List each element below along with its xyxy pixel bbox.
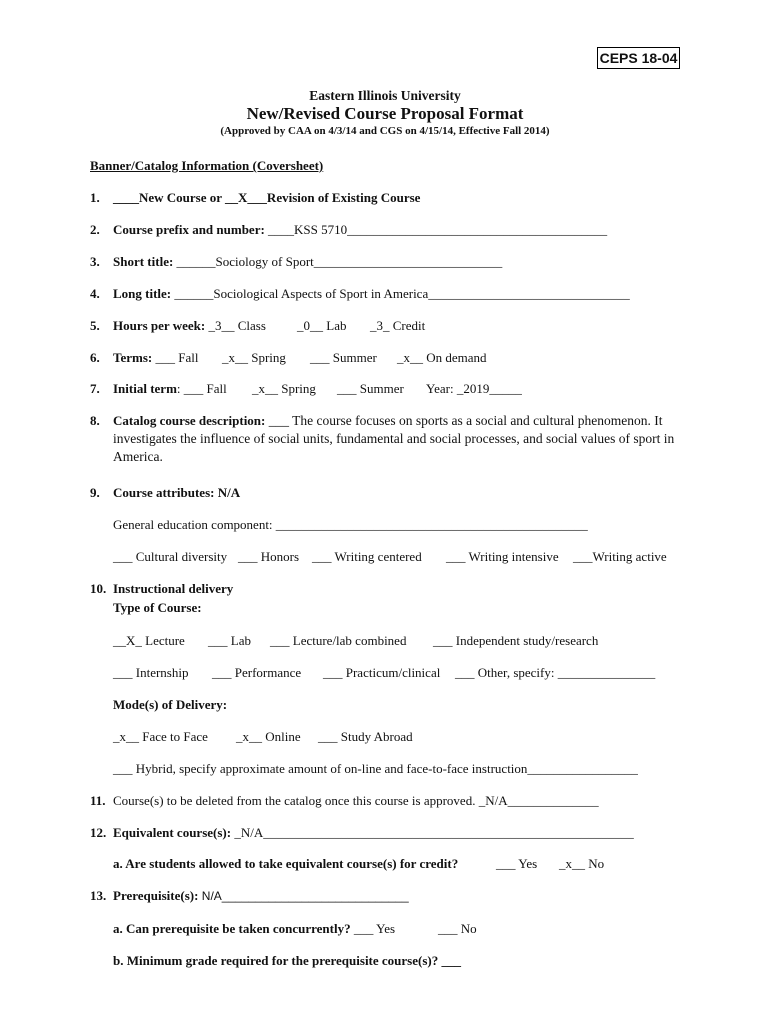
attr-honors: ___ Honors xyxy=(238,549,300,564)
gen-ed-line: General education component: ________________________________________________ xyxy=(113,517,588,532)
prereq-concurrent-no: ___ No xyxy=(438,921,477,936)
approval-note: (Approved by CAA on 4/3/14 and CGS on 4/15/14, Effective Fall 2014) xyxy=(220,125,550,137)
type-lecture: __X_ Lecture xyxy=(113,633,185,648)
course-type-line: ____New Course or __X___Revision of Existing Course xyxy=(113,190,421,205)
type-internship: ___ Internship xyxy=(113,665,189,680)
hours-credit: _3_ Credit xyxy=(370,318,426,333)
equivalent-courses-line xyxy=(113,825,634,841)
prereq-min-grade-line xyxy=(113,953,461,969)
mode-study-abroad: ___ Study Abroad xyxy=(318,729,413,744)
type-practicum: ___ Practicum/clinical xyxy=(323,665,441,680)
section-heading: Banner/Catalog Information (Coversheet) xyxy=(90,158,324,173)
type-lab: ___ Lab xyxy=(208,633,251,648)
item-number: 10. xyxy=(90,581,107,596)
course-prefix-value: ____KSS 5710________________________________________ xyxy=(264,222,608,237)
type-lecture-lab: ___ Lecture/lab combined xyxy=(270,633,407,648)
prereq-min-grade-value: ___ xyxy=(438,953,461,968)
term-summer: ___ Summer xyxy=(310,350,377,365)
hours-line xyxy=(113,318,266,334)
type-performance: ___ Performance xyxy=(212,665,302,680)
item-number: 13. xyxy=(90,888,107,903)
equivalent-credit-no: _x__ No xyxy=(559,856,605,871)
prerequisites-line xyxy=(113,888,409,904)
item-number: 9. xyxy=(90,485,100,500)
term-on-demand: _x__ On demand xyxy=(397,350,487,365)
course-prefix-line xyxy=(113,222,607,238)
attr-cultural: ___ Cultural diversity xyxy=(113,549,228,564)
mode-of-delivery-label: Mode(s) of Delivery: xyxy=(113,697,228,712)
long-title-value: ______Sociological Aspects of Sport in America_______________________________ xyxy=(171,286,630,301)
item-number: 2. xyxy=(90,222,100,237)
field-label: Terms: xyxy=(113,350,153,365)
term-spring: _x__ Spring xyxy=(222,350,286,365)
equivalent-credit-question: a. Are students allowed to take equivalent course(s) for credit? xyxy=(113,856,459,871)
prereq-concurrent-question: a. Can prerequisite be taken concurrently? xyxy=(113,921,351,936)
field-label: Long title: xyxy=(113,286,172,301)
term-fall: ___ Fall xyxy=(152,350,199,365)
attr-writing-intensive: ___ Writing intensive xyxy=(446,549,559,564)
long-title-line xyxy=(113,286,630,302)
field-label: Hours per week: xyxy=(113,318,206,333)
item-number: 8. xyxy=(90,413,100,428)
item-number: 4. xyxy=(90,286,100,301)
initial-year: Year: _2019_____ xyxy=(426,381,522,396)
document-code-box: CEPS 18-04 xyxy=(597,47,680,69)
type-other: ___ Other, specify: _______________ xyxy=(455,665,656,680)
item-number: 12. xyxy=(90,825,107,840)
course-attributes-label: Course attributes: N/A xyxy=(113,485,241,500)
field-label: Equivalent course(s): xyxy=(113,825,232,840)
equivalent-credit-yes: ___ Yes xyxy=(496,856,538,871)
field-label: Prerequisite(s): xyxy=(113,888,199,903)
item-number: 7. xyxy=(90,381,100,396)
field-label: Short title: xyxy=(113,254,174,269)
mode-online: _x__ Online xyxy=(236,729,301,744)
item-number: 1. xyxy=(90,190,100,205)
short-title-value: ______Sociology of Sport_____________________________ xyxy=(173,254,503,269)
university-name: Eastern Illinois University xyxy=(309,88,461,103)
initial-summer: ___ Summer xyxy=(337,381,404,396)
initial-term-line xyxy=(113,381,227,397)
instructional-delivery-label: Instructional delivery xyxy=(113,581,234,596)
prereq-concurrent-yes: ___ Yes xyxy=(350,921,396,936)
mode-face-to-face: _x__ Face to Face xyxy=(113,729,208,744)
item-number: 11. xyxy=(90,793,106,808)
type-of-course-label: Type of Course: xyxy=(113,600,202,615)
prereq-min-grade-question: b. Minimum grade required for the prerequisite course(s)? xyxy=(113,953,439,968)
page-title: New/Revised Course Proposal Format xyxy=(246,104,524,123)
equivalent-courses-value: _N/A_________________________________________________________ xyxy=(231,825,634,840)
catalog-description-value: ___ The course focuses on sports as a social and cultural phenomenon. It investigates the influence of social units, fundamental and social processes, and social values of sport in America. xyxy=(113,413,675,464)
mode-hybrid: ___ Hybrid, specify approximate amount of on-line and face-to-face instruction_________________ xyxy=(113,761,638,776)
field-label: Catalog course description: xyxy=(113,413,266,428)
hours-lab: _0__ Lab xyxy=(297,318,347,333)
item-number: 5. xyxy=(90,318,100,333)
initial-spring: _x__ Spring xyxy=(252,381,316,396)
prereq-concurrent-line xyxy=(113,921,395,937)
deleted-courses-line: Course(s) to be deleted from the catalog once this course is approved. _N/A______________ xyxy=(113,793,599,808)
type-independent: ___ Independent study/research xyxy=(433,633,599,648)
attr-writing-centered: ___ Writing centered xyxy=(312,549,422,564)
initial-fall: : ___ Fall xyxy=(176,381,227,396)
hours-class: _3__ Class xyxy=(205,318,266,333)
field-label: Course prefix and number: xyxy=(113,222,265,237)
attr-writing-active: ___Writing active xyxy=(573,549,667,564)
short-title-line xyxy=(113,254,502,270)
field-label: Initial term xyxy=(113,381,177,396)
catalog-description xyxy=(113,412,693,466)
item-number: 3. xyxy=(90,254,100,269)
item-number: 6. xyxy=(90,350,100,365)
terms-line xyxy=(113,350,198,366)
prerequisites-value: N/A____________________________ xyxy=(198,889,409,903)
